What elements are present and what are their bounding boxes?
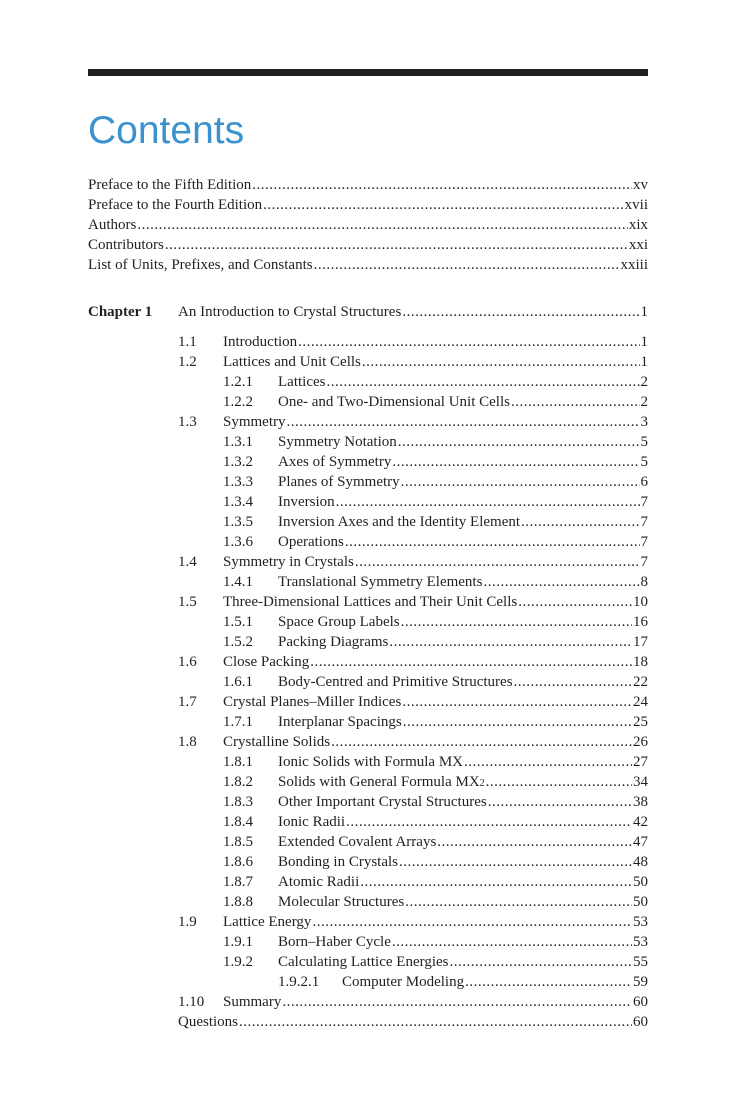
toc-entry-section[interactable]	[178, 352, 648, 372]
section-number: 1.4	[178, 554, 197, 570]
toc-entry-section[interactable]	[223, 712, 648, 732]
entry-label: Close Packing	[223, 654, 310, 670]
dot-leader	[389, 632, 632, 652]
entry-label: Ionic Solids with Formula MX	[278, 754, 464, 770]
page-number: 5	[640, 434, 648, 450]
page-number: 16	[633, 614, 648, 630]
page-number: 7	[640, 514, 648, 530]
section-number: 1.9.2.1	[278, 974, 320, 990]
dot-leader	[514, 672, 632, 692]
section-number: 1.3.2	[223, 454, 253, 470]
dot-leader	[165, 235, 628, 255]
dot-leader	[398, 432, 640, 452]
toc-entry-section[interactable]	[278, 972, 648, 992]
dot-leader	[346, 812, 632, 832]
page-number: 2	[640, 394, 648, 410]
section-number: 1.8.1	[223, 754, 253, 770]
page-title: Contents	[88, 109, 245, 152]
section-number: 1.8.7	[223, 874, 253, 890]
entry-label: List of Units, Prefixes, and Constants	[88, 257, 313, 273]
dot-leader	[336, 492, 640, 512]
section-number: 1.8.4	[223, 814, 253, 830]
toc-entry-section[interactable]	[223, 872, 648, 892]
dot-leader	[392, 932, 632, 952]
entry-label: Crystalline Solids	[223, 734, 331, 750]
entry-label: Symmetry	[223, 414, 286, 430]
dot-leader	[521, 512, 639, 532]
section-number: 1.6.1	[223, 674, 253, 690]
section-number: 1.8.2	[223, 774, 253, 790]
section-number: 1.9	[178, 914, 197, 930]
page-number: 42	[633, 814, 648, 830]
section-number: 1.9.1	[223, 934, 253, 950]
entry-label: Authors	[88, 217, 137, 233]
dot-leader	[239, 1012, 632, 1032]
dot-leader	[312, 912, 632, 932]
section-number: 1.2.2	[223, 394, 253, 410]
section-number: 1.7.1	[223, 714, 253, 730]
toc-entry-section[interactable]	[178, 992, 648, 1012]
toc-entry-section[interactable]	[178, 552, 648, 572]
toc-entry-section[interactable]	[223, 432, 648, 452]
entry-label: Contributors	[88, 237, 164, 253]
entry-label: Body-Centred and Primitive Structures	[278, 674, 513, 690]
entry-label: Symmetry in Crystals	[223, 554, 354, 570]
dot-leader	[401, 472, 640, 492]
dot-leader	[483, 572, 639, 592]
entry-label: Atomic Radii	[278, 874, 360, 890]
page-number: 55	[633, 954, 648, 970]
dot-leader	[282, 992, 632, 1012]
toc-entry-section[interactable]	[223, 772, 648, 792]
entry-label: Crystal Planes–Miller Indices	[223, 694, 402, 710]
entry-label: An Introduction to Crystal Structures	[178, 304, 402, 320]
page-number: 7	[640, 534, 648, 550]
dot-leader	[464, 752, 632, 772]
dot-leader	[314, 255, 620, 275]
toc-entry-section[interactable]	[223, 532, 648, 552]
page-number: 22	[633, 674, 648, 690]
dot-leader	[488, 792, 632, 812]
section-number: 1.8.6	[223, 854, 253, 870]
page-number: 7	[640, 494, 648, 510]
page-number: 53	[633, 914, 648, 930]
entry-label: Questions	[178, 1014, 238, 1030]
toc-entry-section[interactable]	[223, 372, 648, 392]
toc-entry-section[interactable]	[223, 612, 648, 632]
dot-leader	[402, 692, 632, 712]
toc-entry-section[interactable]	[223, 892, 648, 912]
entry-label: One- and Two-Dimensional Unit Cells	[278, 394, 510, 410]
toc-entry-section[interactable]	[223, 752, 648, 772]
top-rule	[88, 69, 648, 76]
page-number: 1	[640, 334, 648, 350]
page-number: 2	[640, 374, 648, 390]
section-number: 1.3.1	[223, 434, 253, 450]
dot-leader	[331, 732, 632, 752]
section-number: 1.10	[178, 994, 205, 1010]
toc-entry-section[interactable]	[178, 1012, 648, 1032]
toc-entry-front-matter[interactable]	[88, 235, 648, 255]
page-number: 6	[640, 474, 648, 490]
section-number: 1.4.1	[223, 574, 253, 590]
section-number: 1.3.4	[223, 494, 253, 510]
dot-leader	[360, 872, 632, 892]
page-number: 60	[633, 994, 648, 1010]
toc-entry-front-matter[interactable]	[88, 215, 648, 235]
toc-entry-section[interactable]	[178, 332, 648, 352]
page-number: xv	[633, 177, 648, 193]
toc-entry-section[interactable]	[178, 652, 648, 672]
dot-leader	[392, 452, 639, 472]
page-number: 48	[633, 854, 648, 870]
toc-entry-section[interactable]	[178, 592, 648, 612]
toc-entry-section[interactable]	[223, 792, 648, 812]
toc-entry-section[interactable]	[223, 632, 648, 652]
entry-label: Bonding in Crystals	[278, 854, 399, 870]
entry-label: Inversion Axes and the Identity Element	[278, 514, 521, 530]
page-number: 1	[640, 304, 648, 320]
toc-entry-section[interactable]	[223, 812, 648, 832]
section-number: 1.8.3	[223, 794, 253, 810]
section-number: 1.5.1	[223, 614, 253, 630]
section-number: 1.5	[178, 594, 197, 610]
dot-leader	[511, 392, 640, 412]
dot-leader	[287, 412, 640, 432]
page-number: 8	[640, 574, 648, 590]
toc-entry-section[interactable]	[223, 852, 648, 872]
entry-label: Calculating Lattice Energies	[278, 954, 449, 970]
toc-entry-section[interactable]	[178, 692, 648, 712]
section-number: 1.2	[178, 354, 197, 370]
section-number: 1.9.2	[223, 954, 253, 970]
page-number: xvii	[624, 197, 648, 213]
page-number: 1	[640, 354, 648, 370]
section-number: 1.7	[178, 694, 197, 710]
entry-label: Symmetry Notation	[278, 434, 397, 450]
page-number: 53	[633, 934, 648, 950]
entry-label: Molecular Structures	[278, 894, 405, 910]
page-number: 3	[640, 414, 648, 430]
page-number: 34	[633, 774, 648, 790]
page-number: 60	[633, 1014, 648, 1030]
section-number: 1.8.8	[223, 894, 253, 910]
entry-label: Born–Haber Cycle	[278, 934, 391, 950]
dot-leader	[137, 215, 627, 235]
entry-label: Preface to the Fourth Edition	[88, 197, 263, 213]
section-number: 1.3.5	[223, 514, 253, 530]
entry-label: Summary	[223, 994, 282, 1010]
section-number: 1.3.6	[223, 534, 253, 550]
entry-label: Introduction	[223, 334, 298, 350]
toc-entry-section[interactable]	[223, 572, 648, 592]
page-number: 38	[633, 794, 648, 810]
page-number: 18	[633, 654, 648, 670]
section-number: 1.8	[178, 734, 197, 750]
section-number: 1.2.1	[223, 374, 253, 390]
section-number: 1.5.2	[223, 634, 253, 650]
dot-leader	[486, 772, 632, 792]
page-number: 10	[633, 594, 648, 610]
entry-label: Other Important Crystal Structures	[278, 794, 487, 810]
section-number: 1.1	[178, 334, 197, 350]
section-number: 1.3	[178, 414, 197, 430]
entry-label: Axes of Symmetry	[278, 454, 392, 470]
entry-label: Solids with General Formula MX	[278, 774, 480, 790]
entry-label: Lattices	[278, 374, 326, 390]
toc-entry-section[interactable]	[223, 452, 648, 472]
page-number: 59	[633, 974, 648, 990]
entry-label: Space Group Labels	[278, 614, 400, 630]
entry-label: Packing Diagrams	[278, 634, 389, 650]
dot-leader	[355, 552, 640, 572]
dot-leader	[518, 592, 632, 612]
dot-leader	[345, 532, 640, 552]
entry-label: Preface to the Fifth Edition	[88, 177, 252, 193]
entry-label: Three-Dimensional Lattices and Their Unit Cells	[223, 594, 518, 610]
section-number: 1.8.5	[223, 834, 253, 850]
dot-leader	[465, 972, 632, 992]
entry-label: Extended Covalent Arrays	[278, 834, 437, 850]
entry-label: Inversion	[278, 494, 335, 510]
page-number: 24	[633, 694, 648, 710]
page-number: 7	[640, 554, 648, 570]
dot-leader	[298, 332, 639, 352]
toc-entry-front-matter[interactable]	[88, 255, 648, 275]
page-number: 5	[640, 454, 648, 470]
page-number: xxiii	[620, 257, 648, 273]
page-number: 27	[633, 754, 648, 770]
dot-leader	[362, 352, 640, 372]
entry-label: Operations	[278, 534, 344, 550]
page-number: 26	[633, 734, 648, 750]
dot-leader	[403, 712, 632, 732]
chapter-number: Chapter 1	[88, 304, 153, 320]
toc-entry-section[interactable]	[223, 672, 648, 692]
dot-leader	[437, 832, 632, 852]
page-number: xix	[628, 217, 648, 233]
toc-entry-front-matter[interactable]	[88, 195, 648, 215]
toc-entry-section[interactable]	[223, 392, 648, 412]
dot-leader	[450, 952, 633, 972]
dot-leader	[401, 612, 632, 632]
toc-entry-chapter[interactable]	[178, 302, 648, 322]
dot-leader	[252, 175, 632, 195]
entry-label: Computer Modeling	[342, 974, 465, 990]
toc-entry-front-matter[interactable]	[88, 175, 648, 195]
page-number: xxi	[628, 237, 648, 253]
toc-entry-section[interactable]	[223, 512, 648, 532]
entry-label: Interplanar Spacings	[278, 714, 402, 730]
toc-entry-section[interactable]	[178, 732, 648, 752]
toc-entry-section[interactable]	[178, 912, 648, 932]
page-number: 50	[633, 894, 648, 910]
toc-entry-section[interactable]	[223, 952, 648, 972]
entry-label: Lattice Energy	[223, 914, 312, 930]
page-number: 47	[633, 834, 648, 850]
section-number: 1.6	[178, 654, 197, 670]
toc-entry-section[interactable]	[223, 472, 648, 492]
formula-subscript: 2	[479, 778, 485, 789]
entry-label: Ionic Radii	[278, 814, 346, 830]
dot-leader	[405, 892, 632, 912]
toc-entry-section[interactable]	[223, 932, 648, 952]
entry-label: Translational Symmetry Elements	[278, 574, 483, 590]
toc-entry-section[interactable]	[178, 412, 648, 432]
entry-label: Planes of Symmetry	[278, 474, 400, 490]
page-number: 17	[633, 634, 648, 650]
entry-label: Lattices and Unit Cells	[223, 354, 361, 370]
toc-entry-section[interactable]	[223, 832, 648, 852]
dot-leader	[402, 302, 639, 322]
toc-entry-section[interactable]	[223, 492, 648, 512]
dot-leader	[399, 852, 632, 872]
page-number: 50	[633, 874, 648, 890]
dot-leader	[263, 195, 624, 215]
page-number: 25	[633, 714, 648, 730]
dot-leader	[326, 372, 639, 392]
dot-leader	[310, 652, 632, 672]
section-number: 1.3.3	[223, 474, 253, 490]
